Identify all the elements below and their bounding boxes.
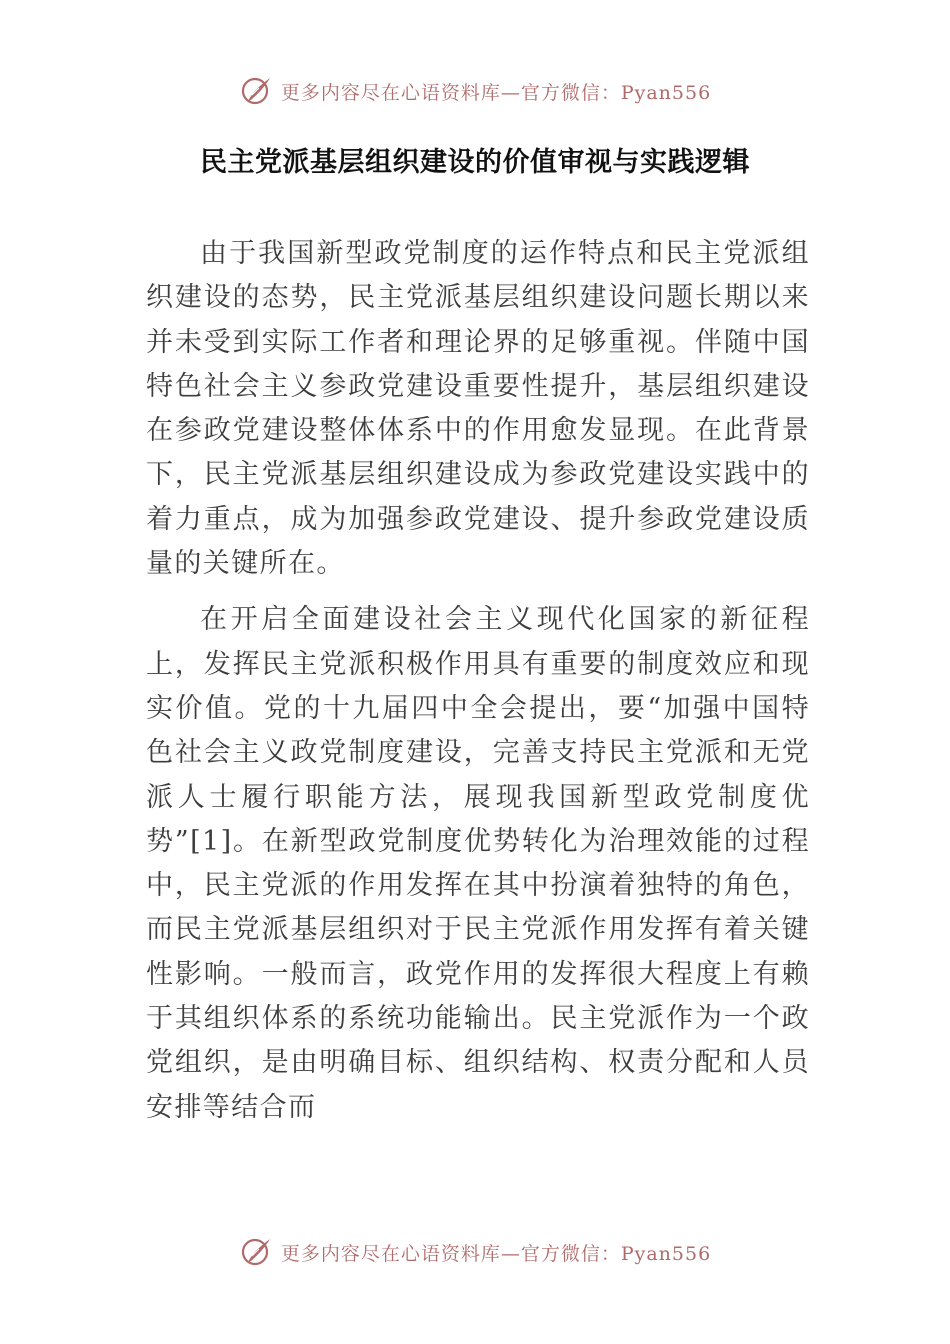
footer-watermark-text: 更多内容尽在心语资料库—官方微信：Pyan556 xyxy=(280,1242,712,1265)
header-watermark-text: 更多内容尽在心语资料库—官方微信：Pyan556 xyxy=(280,81,712,104)
document-body xyxy=(146,232,810,1142)
quill-logo-icon xyxy=(239,74,273,108)
quill-logo-icon xyxy=(239,1235,273,1269)
footer-watermark xyxy=(0,1235,950,1269)
header-watermark xyxy=(0,74,950,108)
document-title: 民主党派基层组织建设的价值审视与实践逻辑 xyxy=(200,147,750,178)
paragraph: 在开启全面建设社会主义现代化国家的新征程上，发挥民主党派积极作用具有重要的制度效应和现实价值。党的十九届四中全会提出，要“加强中国特色社会主义政党制度建设，完善支持民主党派和无党派人士履行职能方法，展现我国新型政党制度优势”[1]。在新型政党制度优势转化为治理效能的过程中，民主党派的作用发挥在其中扮演着独特的角色，而民主党派基层组织对于民主党派作用发挥有着关键性影响。一般而言，政党作用的发挥很大程度上有赖于其组织体系的系统功能输出。民主党派作为一个政党组织，是由明确目标、组织结构、权责分配和人员安排等结合而 xyxy=(146,604,810,1123)
paragraph: 由于我国新型政党制度的运作特点和民主党派组织建设的态势，民主党派基层组织建设问题长期以来并未受到实际工作者和理论界的足够重视。伴随中国特色社会主义参政党建设重要性提升，基层组织建设在参政党建设整体体系中的作用愈发显现。在此背景下，民主党派基层组织建设成为参政党建设实践中的着力重点，成为加强参政党建设、提升参政党建设质量的关键所在。 xyxy=(146,238,810,580)
